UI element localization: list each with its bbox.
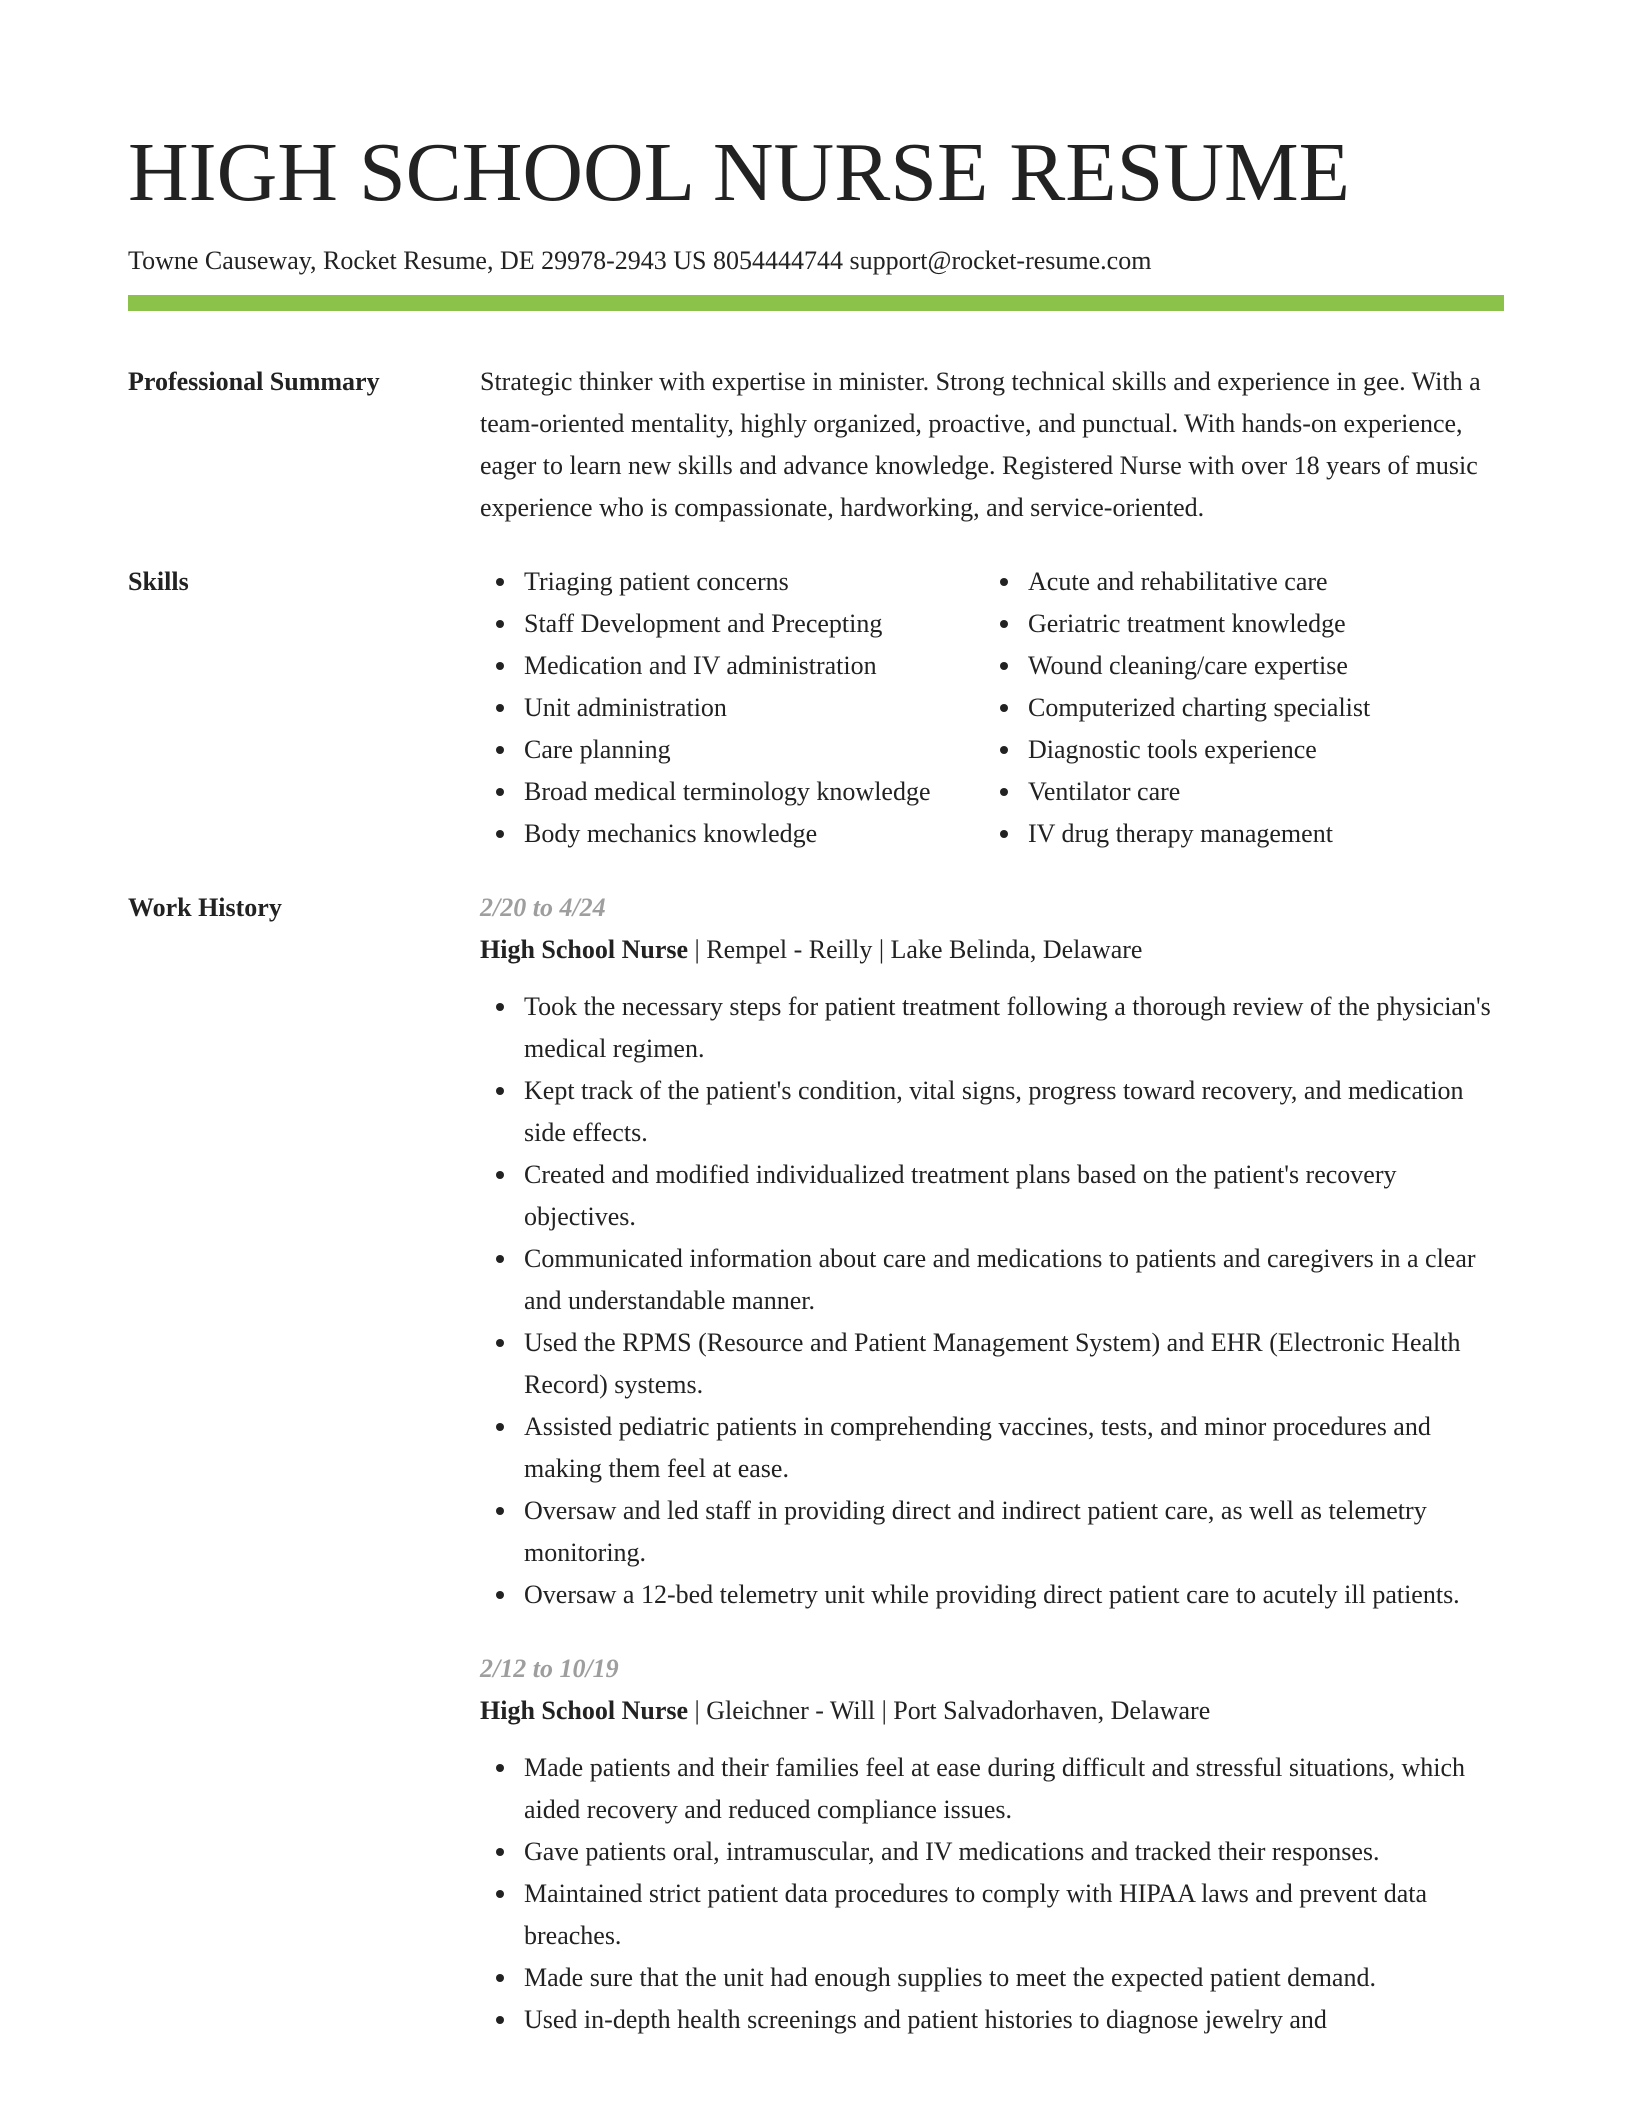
skill-item: Body mechanics knowledge [480, 813, 984, 855]
resume-title: HIGH SCHOOL NURSE RESUME [128, 126, 1350, 219]
job-bullet: Made sure that the unit had enough supplies to meet the expected patient demand. [480, 1957, 1504, 1999]
job-entry [480, 887, 1504, 1616]
skill-item: Broad medical terminology knowledge [480, 771, 984, 813]
job-bullet: Took the necessary steps for patient treatment following a thorough review of the physician's medical regimen. [480, 986, 1504, 1070]
job-title: High School Nurse [480, 935, 689, 964]
skill-item: Computerized charting specialist [984, 687, 1504, 729]
skill-item: Wound cleaning/care expertise [984, 645, 1504, 687]
skill-item: IV drug therapy management [984, 813, 1504, 855]
job-entry [480, 1648, 1504, 2041]
job-bullet: Oversaw and led staff in providing direct and indirect patient care, as well as telemetry monitoring. [480, 1490, 1504, 1574]
skill-item: Care planning [480, 729, 984, 771]
contact-info: Towne Causeway, Rocket Resume, DE 29978-2943 US 8054444744 support@rocket-resume.com [128, 246, 1152, 275]
skill-item: Triaging patient concerns [480, 561, 984, 603]
section-heading-skills: Skills [128, 567, 189, 596]
work-history-section [128, 887, 1504, 2041]
professional-summary-section [128, 361, 1504, 529]
job-bullet: Used the RPMS (Resource and Patient Management System) and EHR (Electronic Health Record) systems. [480, 1322, 1504, 1406]
job-dates: 2/12 to 10/19 [480, 1654, 619, 1683]
job-bullet: Oversaw a 12-bed telemetry unit while providing direct patient care to acutely ill patients. [480, 1574, 1504, 1616]
section-heading-summary: Professional Summary [128, 367, 380, 396]
job-bullet-list [480, 1747, 1504, 2041]
skill-item: Diagnostic tools experience [984, 729, 1504, 771]
job-bullet: Kept track of the patient's condition, vital signs, progress toward recovery, and medication side effects. [480, 1070, 1504, 1154]
job-title-line [480, 1690, 1504, 1732]
work-history-body [480, 887, 1504, 2041]
job-bullet: Communicated information about care and medications to patients and caregivers in a clear and understandable manner. [480, 1238, 1504, 1322]
summary-text: Strategic thinker with expertise in minister. Strong technical skills and experience in gee. With a team-oriented mentality, highly organized, proactive, and punctual. With hands-on experience, eager to learn new skills and advance knowledge. Registered Nurse with over 18 years of music experience who is compassionate, hardworking, and service-oriented. [480, 367, 1481, 522]
job-bullet: Assisted pediatric patients in comprehending vaccines, tests, and minor procedures and making them feel at ease. [480, 1406, 1504, 1490]
job-bullet: Gave patients oral, intramuscular, and IV medications and tracked their responses. [480, 1831, 1504, 1873]
skills-grid [480, 561, 1504, 855]
job-bullet-list [480, 986, 1504, 1616]
skills-column-right [984, 561, 1504, 855]
job-dates: 2/20 to 4/24 [480, 893, 606, 922]
skill-item: Acute and rehabilitative care [984, 561, 1504, 603]
skills-column-left [480, 561, 984, 855]
job-title-line [480, 929, 1504, 971]
accent-divider [128, 295, 1504, 311]
skill-item: Medication and IV administration [480, 645, 984, 687]
skills-body [480, 561, 1504, 855]
job-bullet: Made patients and their families feel at ease during difficult and stressful situations, which aided recovery and reduced compliance issues. [480, 1747, 1504, 1831]
job-employer-location: | Gleichner - Will | Port Salvadorhaven, Delaware [688, 1696, 1211, 1725]
skill-item: Unit administration [480, 687, 984, 729]
job-employer-location: | Rempel - Reilly | Lake Belinda, Delaware [688, 935, 1143, 964]
skill-item: Geriatric treatment knowledge [984, 603, 1504, 645]
summary-body [480, 361, 1504, 529]
job-bullet: Maintained strict patient data procedures to comply with HIPAA laws and prevent data breaches. [480, 1873, 1504, 1957]
skills-section [128, 561, 1504, 855]
skill-item: Staff Development and Precepting [480, 603, 984, 645]
skill-item: Ventilator care [984, 771, 1504, 813]
job-bullet: Used in-depth health screenings and patient histories to diagnose jewelry and [480, 1999, 1504, 2041]
resume-page [128, 0, 1504, 2041]
section-heading-work-history: Work History [128, 893, 282, 922]
job-title: High School Nurse [480, 1696, 689, 1725]
job-bullet: Created and modified individualized treatment plans based on the patient's recovery objectives. [480, 1154, 1504, 1238]
